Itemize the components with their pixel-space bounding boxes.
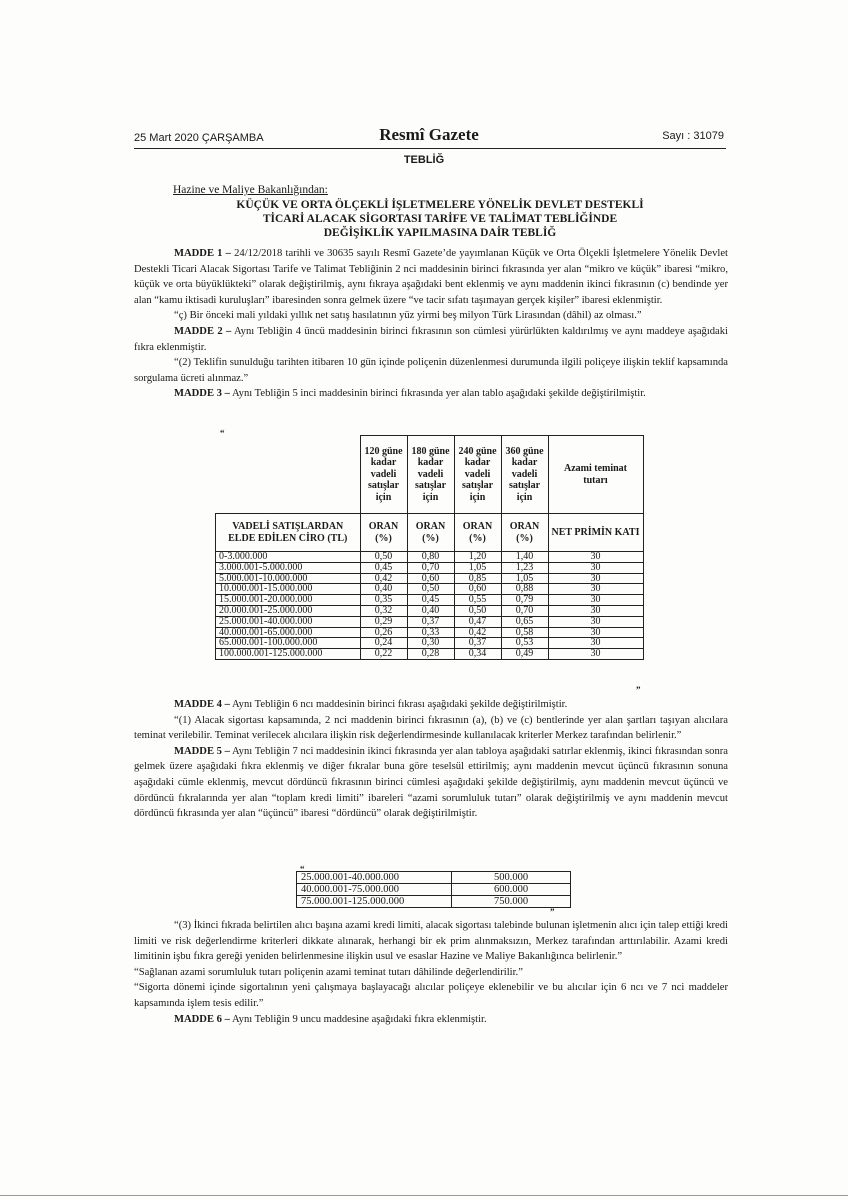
title-line: DEĞİŞİKLİK YAPILMASINA DAİR TEBLİĞ: [323, 227, 557, 239]
open-quote-mark: “: [300, 864, 305, 874]
article-text: Aynı Tebliğin 9 uncu maddesine aşağıdaki fıkra eklenmiştir.: [229, 1013, 487, 1025]
table-row: [297, 872, 571, 884]
rate-cell: 0,79: [501, 595, 548, 606]
premium-multiple-cell: 30: [548, 605, 643, 616]
article-label: MADDE 4 –: [174, 699, 230, 710]
rate-cell: 0,24: [360, 638, 407, 649]
article-label: MADDE 6 –: [174, 1013, 230, 1025]
rate-cell: 0,53: [501, 638, 548, 649]
table-row: [216, 562, 644, 573]
rate-cell: 0,30: [407, 638, 454, 649]
premium-multiple-cell: 30: [548, 627, 643, 638]
header-rule: [134, 148, 726, 149]
max-coverage-header: Azami teminat tutarı: [548, 436, 643, 514]
liability-amount-cell: 750.000: [452, 896, 571, 908]
rate-cell: 1,05: [454, 562, 501, 573]
turnover-range-cell: 0-3.000.000: [216, 552, 361, 563]
table-row: [216, 573, 644, 584]
rate-cell: 0,32: [360, 605, 407, 616]
table-row: [216, 595, 644, 606]
premium-multiple-cell: 30: [548, 584, 643, 595]
close-quote-mark: ”: [550, 907, 555, 917]
rate-cell: 0,80: [407, 552, 454, 563]
rate-cell: 0,29: [360, 616, 407, 627]
liability-amount-cell: 600.000: [452, 884, 571, 896]
section-label: TEBLİĞ: [403, 154, 445, 166]
rate-cell: 1,20: [454, 552, 501, 563]
gazette-title: Resmî Gazete: [379, 125, 479, 144]
premium-multiple-cell: 30: [548, 552, 643, 563]
rate-cell: 0,55: [454, 595, 501, 606]
period-header: 360 güne kadar vadeli satışlar için: [501, 436, 548, 514]
turnover-range-cell: 25.000.001-40.000.000: [297, 872, 452, 884]
table-row: [216, 616, 644, 627]
rate-cell: 0,47: [454, 616, 501, 627]
rate-header: ORAN (%): [454, 514, 501, 552]
articles-1-3: [134, 246, 728, 402]
document-title: [180, 198, 700, 240]
article-text: Aynı Tebliğin 5 inci maddesinin birinci fıkrasında yer alan tablo aşağıdaki şekilde değiştirilmiştir.: [229, 388, 646, 400]
turnover-range-cell: 15.000.001-20.000.000: [216, 595, 361, 606]
turnover-range-cell: 10.000.001-15.000.000: [216, 584, 361, 595]
title-line: KÜÇÜK VE ORTA ÖLÇEKLİ İŞLETMELERE YÖNELİK DEVLET DESTEKLİ: [236, 199, 644, 211]
rate-cell: 0,37: [407, 616, 454, 627]
article-6: [134, 1012, 728, 1028]
table-row: [297, 884, 571, 896]
rate-cell: 1,23: [501, 562, 548, 573]
rate-cell: 0,60: [407, 573, 454, 584]
table-row: [297, 896, 571, 908]
premium-multiple-cell: 30: [548, 595, 643, 606]
rate-cell: 0,45: [407, 595, 454, 606]
added-sentence: “Sağlanan azami sorumluluk tutarı poliçenin azami teminat tutarı dâhilinde değerlendirilir.”: [134, 966, 523, 978]
table-row: [216, 552, 644, 563]
article-text: 24/12/2018 tarihli ve 30635 sayılı Resmî Gazete’de yayımlanan Küçük ve Orta Ölçekli İşletmelere Yönelik Devlet Destekli Ticari Alacak Sigortası Tarife ve Talimat Tebliğinin 2 nci maddesinin birinci fıkrasında yer alan “mikro ve küçük” ibaresi “mikro, küçük ve orta büyüklükteki” olarak değiştirilmiş, aynı fıkraya aşağıdaki bent eklenmiş ve aynı maddenin ikinci fıkrasının (c) bendinde yer alan “kamu iktisadi kuruluşları” ibaresinden sonra gelmek üzere “ve tacir sıfatı taşımayan gerçek kişiler” ibaresi eklenmiştir.: [134, 248, 728, 306]
turnover-range-cell: 40.000.001-75.000.000: [297, 884, 452, 896]
added-sentence: “Sigorta dönemi içinde sigortalının yeni çalışmaya başlayacağı alıcılar poliçeye eklenebilir ve bu alıcılar için 6 ncı ve 7 nci maddeler kapsamında işlem tesis edilir.”: [134, 982, 728, 1009]
premium-multiple-cell: 30: [548, 649, 643, 660]
article-1: [134, 246, 728, 308]
rate-cell: 0,35: [360, 595, 407, 606]
rate-header: ORAN (%): [501, 514, 548, 552]
rate-cell: 0,58: [501, 627, 548, 638]
rate-cell: 0,40: [407, 605, 454, 616]
premium-multiple-cell: 30: [548, 638, 643, 649]
article-label: MADDE 1 –: [174, 248, 231, 259]
article-label: MADDE 2 –: [174, 325, 232, 337]
rate-cell: 0,45: [360, 562, 407, 573]
article-label: MADDE 3 –: [174, 388, 230, 400]
rate-cell: 0,22: [360, 649, 407, 660]
rate-cell: 1,05: [501, 573, 548, 584]
article-2: [134, 324, 728, 355]
rate-cell: 0,85: [454, 573, 501, 584]
turnover-range-cell: 100.000.001-125.000.000: [216, 649, 361, 660]
rate-cell: 0,50: [407, 584, 454, 595]
header-date: 25 Mart 2020 ÇARŞAMBA: [134, 132, 264, 144]
table-body: [297, 872, 571, 908]
turnover-range-cell: 5.000.001-10.000.000: [216, 573, 361, 584]
article-text: Aynı Tebliğin 4 üncü maddesinin birinci fıkrasının son cümlesi yürürlükten kaldırılmış ve aynı maddeye aşağıdaki fıkra eklenmiştir.: [134, 325, 728, 353]
turnover-range-cell: 40.000.001-65.000.000: [216, 627, 361, 638]
article-4-quote: “(1) Alacak sigortası kapsamında, 2 nci maddenin birinci fıkrasının (a), (b) ve (c) bentlerinde yer alan şartları taşıyan alıcılara teminat verilebilir. Teminat verilecek alıcılara ilişkin risk değerlendirmesinde kullanılacak kriterler Merkez tarafından belirlenir.”: [134, 714, 728, 742]
article-3: [134, 386, 728, 402]
rate-cell: 0,60: [454, 584, 501, 595]
rate-cell: 0,42: [360, 573, 407, 584]
article-label: MADDE 5 –: [174, 745, 230, 757]
rate-cell: 0,42: [454, 627, 501, 638]
article-text: Aynı Tebliğin 7 nci maddesinin ikinci fıkrasında yer alan tabloya aşağıdaki satırlar eklenmiş, ikinci fıkrasından sonra gelmek üzere aşağıdaki fıkra eklenmiş ve diğer fıkralar buna göre teselsül ettirilmiş; aynı maddenin mevcut üçüncü fıkrasının sonuna aşağıdaki cümle eklenmiş, mevcut dördüncü fıkrasının birinci cümlesi aşağıdaki şekilde değiştirilmiş, aynı maddenin mevcut üçüncü ve dördüncü fıkralarında yer alan “toplam kredi limiti” ibareleri “azami sorumluluk tutarı” olarak değiştirilmiş ve aynı maddenin mevcut dördüncü fıkrasında yer alan “üçüncü” ibaresi “dördüncü” olarak değiştirilmiştir.: [134, 745, 728, 820]
rate-cell: 0,37: [454, 638, 501, 649]
open-quote-mark: “: [220, 428, 225, 438]
article-4: [134, 697, 728, 713]
turnover-range-cell: 75.000.001-125.000.000: [297, 896, 452, 908]
article-5: [134, 744, 728, 822]
page-header: [134, 125, 724, 148]
premium-multiple-cell: 30: [548, 562, 643, 573]
articles-4-5: [134, 697, 728, 822]
rate-cell: 0,33: [407, 627, 454, 638]
table-row: [216, 649, 644, 660]
article-2-quote: “(2) Teklifin sunulduğu tarihten itibaren 10 gün içinde poliçenin düzenlenmesi durumunda ilgili poliçeye ilişkin teklif kapsamında sorgulama ücreti alınmaz.”: [134, 357, 728, 384]
page-edge: [0, 1195, 848, 1196]
turnover-range-cell: 25.000.001-40.000.000: [216, 616, 361, 627]
period-header: 120 güne kadar vadeli satışlar için: [360, 436, 407, 514]
ministry-line: Hazine ve Maliye Bakanlığından:: [173, 184, 328, 196]
turnover-header: VADELİ SATIŞLARDAN ELDE EDİLEN CİRO (TL): [216, 514, 361, 552]
rate-header: ORAN (%): [407, 514, 454, 552]
rate-cell: 0,88: [501, 584, 548, 595]
premium-multiple-cell: 30: [548, 616, 643, 627]
turnover-range-cell: 3.000.001-5.000.000: [216, 562, 361, 573]
premium-multiple-header: NET PRİMİN KATI: [548, 514, 643, 552]
rate-cell: 1,40: [501, 552, 548, 563]
added-paragraph-3: “(3) İkinci fıkrada belirtilen alıcı başına azami kredi limiti, alacak sigortası talebinde bulunan işletmenin alıcı için talep ettiği kredi limiti ve risk değerlendirme kriterleri dikkate alınarak, herhangi bir ek prim alınmaksızın, Merkez tarafından arttırılabilir. Azami kredi limitinin işbu fıkra gereği yeniden belirlenmesine ilişkin usul ve esaslar Hazine ve Maliye Bakanlığınca belirlenir.”: [134, 920, 728, 963]
period-header: 240 güne kadar vadeli satışlar için: [454, 436, 501, 514]
rate-cell: 0,50: [454, 605, 501, 616]
liability-amount-cell: 500.000: [452, 872, 571, 884]
rate-cell: 0,34: [454, 649, 501, 660]
close-quote-mark: ”: [636, 685, 641, 695]
turnover-range-cell: 65.000.001-100.000.000: [216, 638, 361, 649]
table-row: [216, 638, 644, 649]
rate-cell: 0,65: [501, 616, 548, 627]
table-subheader-row: [216, 514, 644, 552]
issue-number: Sayı : 31079: [662, 130, 724, 142]
rate-header: ORAN (%): [360, 514, 407, 552]
article-5-additions: [134, 918, 728, 1027]
table-row: [216, 605, 644, 616]
rate-cell: 0,26: [360, 627, 407, 638]
rate-cell: 0,49: [501, 649, 548, 660]
rate-cell: 0,50: [360, 552, 407, 563]
title-line: TİCARİ ALACAK SİGORTASI TARİFE VE TALİMAT TEBLİĞİNDE: [262, 213, 618, 225]
table-body: [216, 552, 644, 660]
premium-rate-table: [215, 435, 644, 660]
premium-multiple-cell: 30: [548, 573, 643, 584]
rate-cell: 0,40: [360, 584, 407, 595]
rate-cell: 0,70: [407, 562, 454, 573]
article-1-quote: “ç) Bir önceki mali yıldaki yıllık net satış hasılatının yüz yirmi beş milyon Türk Lirasından (dâhil) az olması.”: [174, 310, 642, 322]
article-text: Aynı Tebliğin 6 ncı maddesinin birinci fıkrası aşağıdaki şekilde değiştirilmiştir.: [229, 699, 568, 710]
period-header: 180 güne kadar vadeli satışlar için: [407, 436, 454, 514]
table-row: [216, 584, 644, 595]
turnover-range-cell: 20.000.001-25.000.000: [216, 605, 361, 616]
rate-cell: 0,70: [501, 605, 548, 616]
liability-limit-table: [296, 871, 571, 908]
empty-corner-cell: [216, 436, 361, 514]
rate-cell: 0,28: [407, 649, 454, 660]
table-row: [216, 627, 644, 638]
table-header-row: [216, 436, 644, 514]
